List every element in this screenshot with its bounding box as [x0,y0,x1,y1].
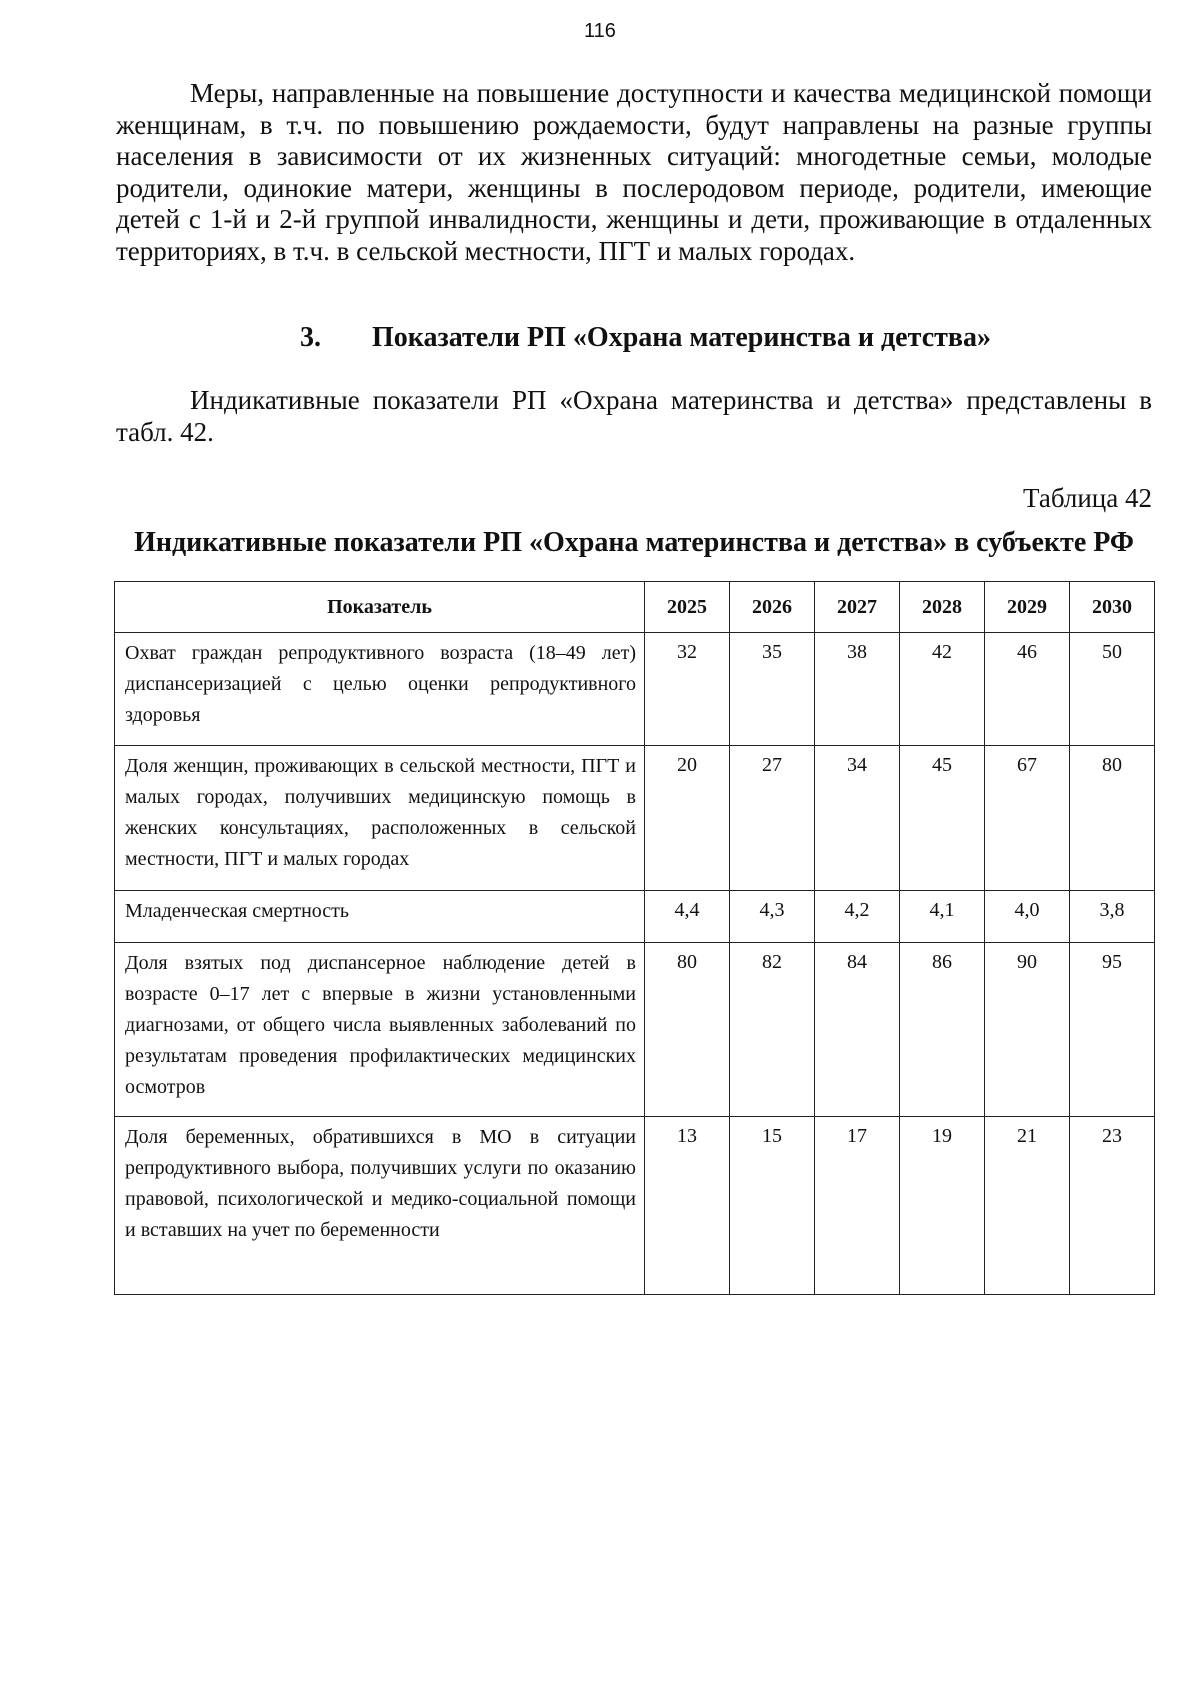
indicator-value: 84 [815,943,900,1117]
header-year: 2028 [900,582,985,633]
indicator-value: 42 [900,633,985,746]
table-label: Таблица 42 [1023,483,1152,513]
indicator-value: 4,3 [730,891,815,943]
table-row [115,746,1155,891]
indicator-value: 19 [900,1117,985,1295]
indicators-table [114,581,1155,1295]
header-year: 2030 [1070,582,1155,633]
indicator-value: 21 [985,1117,1070,1295]
indicator-value: 13 [645,1117,730,1295]
table-row [115,1117,1155,1295]
page-number: 116 [584,20,616,42]
indicator-value: 3,8 [1070,891,1155,943]
table-header-row [115,582,1155,633]
indicator-value: 86 [900,943,985,1117]
indicator-value: 17 [815,1117,900,1295]
indicator-value: 27 [730,746,815,891]
indicator-value: 4,0 [985,891,1070,943]
table-reference-paragraph: Индикативные показатели РП «Охрана материнства и детства» представлены в табл. 42. [116,385,1152,447]
indicator-name: Доля взятых под диспансерное наблюдение детей в возрасте 0–17 лет с впервые в жизни установленными диагнозами, от общего числа выявленных заболеваний по результатам проведения профилактических медицинских осмотров [115,943,645,1117]
header-year: 2026 [730,582,815,633]
header-year: 2027 [815,582,900,633]
header-year: 2025 [645,582,730,633]
indicator-value: 45 [900,746,985,891]
indicator-value: 95 [1070,943,1155,1117]
indicator-value: 50 [1070,633,1155,746]
indicator-value: 80 [1070,746,1155,891]
indicator-name: Доля женщин, проживающих в сельской местности, ПГТ и малых городах, получивших медицинскую помощь в женских консультациях, расположенных в сельской местности, ПГТ и малых городах [115,746,645,891]
indicator-value: 82 [730,943,815,1117]
table-row [115,943,1155,1117]
indicator-value: 20 [645,746,730,891]
intro-paragraph: Меры, направленные на повышение доступности и качества медицинской помощи женщинам, в т.ч. по повышению рождаемости, будут направлены на разные группы населения в зависимости от их жизненных ситуаций: многодетные семьи, молодые родители, одинокие матери, женщины в послеродовом периоде, родители, имеющие детей с 1-й и 2-й группой инвалидности, женщины и дети, проживающие в отдаленных территориях, в т.ч. в сельской местности, ПГТ и малых городах. [116,78,1152,266]
indicator-name: Доля беременных, обратившихся в МО в ситуации репродуктивного выбора, получивших услуги по оказанию правовой, психологической и медико-социальной помощи и вставших на учет по беременности [115,1117,645,1295]
indicator-value: 15 [730,1117,815,1295]
section-heading [300,322,991,354]
table-row [115,891,1155,943]
indicator-value: 4,1 [900,891,985,943]
header-year: 2029 [985,582,1070,633]
indicator-name: Охват граждан репродуктивного возраста (18–49 лет) диспансеризацией с целью оценки репродуктивного здоровья [115,633,645,746]
section-number: 3. [300,322,321,353]
indicator-value: 23 [1070,1117,1155,1295]
indicator-value: 4,2 [815,891,900,943]
section-title: Показатели РП «Охрана материнства и детства» [372,322,992,353]
table-row [115,633,1155,746]
header-indicator: Показатель [115,582,645,633]
indicator-value: 32 [645,633,730,746]
indicator-value: 46 [985,633,1070,746]
indicator-value: 80 [645,943,730,1117]
table-title: Индикативные показатели РП «Охрана материнства и детства» в субъекте РФ [134,527,1134,558]
indicator-value: 34 [815,746,900,891]
indicator-value: 67 [985,746,1070,891]
indicator-value: 90 [985,943,1070,1117]
indicator-value: 4,4 [645,891,730,943]
indicator-name: Младенческая смертность [115,891,645,943]
indicator-value: 38 [815,633,900,746]
indicator-value: 35 [730,633,815,746]
